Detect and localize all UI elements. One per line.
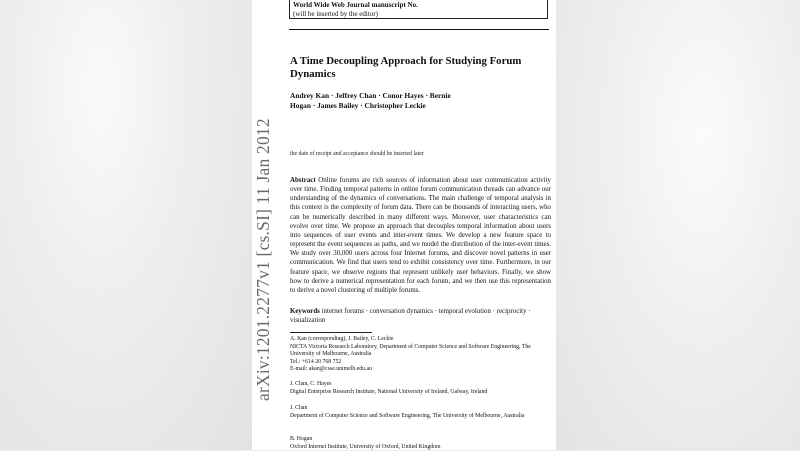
affiliation-2-names: J. Chan, C. Hayes xyxy=(290,381,332,387)
keywords-text: internet forums · conversation dynamics · temporal evolution · reciprocity · visualization xyxy=(290,308,531,325)
viewer-background-right xyxy=(556,0,800,450)
affiliation-2 xyxy=(290,381,552,396)
affiliation-3 xyxy=(290,405,552,420)
affiliation-1-email: E-mail: akan@csse.unimelb.edu.au xyxy=(290,366,372,373)
affiliation-3-institution: Department of Computer Science and Software Engineering, The University of Melbourne, Australia xyxy=(290,412,525,419)
affiliation-1 xyxy=(290,336,552,374)
keywords xyxy=(290,307,551,325)
journal-note: (will be inserted by the editor) xyxy=(293,9,378,18)
affiliation-1-institution: NICTA Victoria Research Laboratory, Department of Computer Science and Software Engineering, The University of Melbourne, Australia xyxy=(290,343,531,358)
paper-title: A Time Decoupling Approach for Studying Forum Dynamics xyxy=(290,55,522,80)
received-note: the date of receipt and acceptance should be inserted later xyxy=(290,151,424,157)
viewer-background-left xyxy=(0,0,252,450)
footnote-rule xyxy=(290,332,372,333)
arxiv-stamp: arXiv:1201.2277v1 [cs.SI] 11 Jan 2012 xyxy=(253,118,273,401)
affiliation-4-names: B. Hogan xyxy=(290,436,313,442)
affiliation-1-names: A. Kan (corresponding), J. Bailey, C. Leckie xyxy=(290,336,394,342)
journal-name: World Wide Web Journal manuscript No. xyxy=(293,1,418,9)
affiliation-4-institution: Oxford Internet Institute, University of Oxford, United Kingdom xyxy=(290,443,441,450)
header-rule xyxy=(289,29,549,30)
affiliation-4 xyxy=(290,436,552,451)
affiliation-2-institution: Digital Enterprise Research Institute, National University of Ireland, Galway, Ireland xyxy=(290,388,488,395)
keywords-label: Keywords xyxy=(290,308,320,315)
affiliation-3-names: J. Chan xyxy=(290,405,308,411)
manuscript-box xyxy=(289,0,548,19)
abstract-text: Online forums are rich sources of information about user communication activity over time. Finding temporal patterns in online forum communication threads can advance our understanding of the dynamics of conversations. The main challenge of temporal analysis in this context is the complexity of forum data. There can be thousands of interacting users, who can be numerically described in many different ways. Moreover, user characteristics can evolve over time. We propose an approach that decouples temporal information about users into sequences of user events and inter-event times. We develop a new feature space to represent the event sequences as paths, and we model the distribution of the inter-event times. We study over 30,000 users across four Internet forums, and discover novel patterns in user communication. We find that users tend to exhibit consistency over time. Furthermore, in our feature space, we observe regions that represent unlikely user behaviors. Finally, we show how to derive a numerical representation for each forum, and we then use this representation to derive a novel clustering of multiple forums. xyxy=(290,177,551,294)
abstract-label: Abstract xyxy=(290,177,316,184)
affiliation-1-phone: Tel.: +614 20 768 752 xyxy=(290,358,342,365)
author-list: Andrey Kan · Jeffrey Chan · Conor Hayes · Bernie Hogan · James Bailey · Christopher Leckie xyxy=(290,91,451,111)
abstract xyxy=(290,176,551,295)
